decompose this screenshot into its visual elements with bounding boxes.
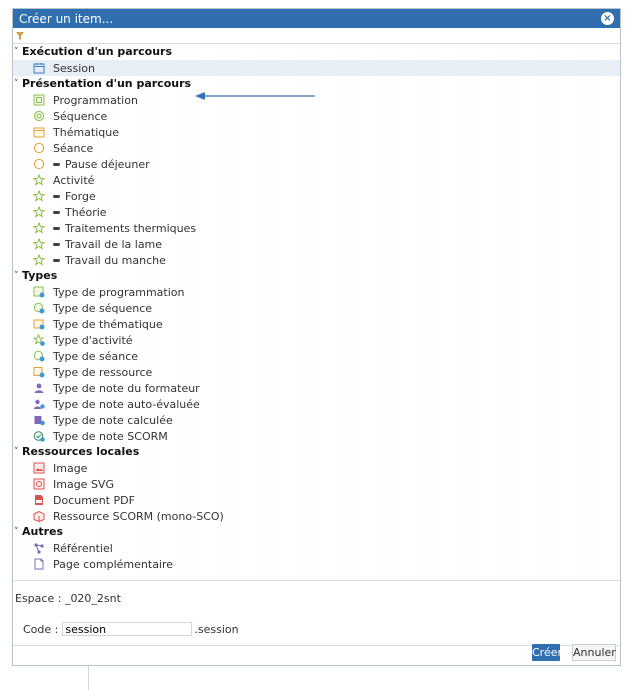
tree-item-label: Travail de la lame xyxy=(65,237,163,251)
tree-item-label: Pause déjeuner xyxy=(65,157,150,171)
programmation-icon xyxy=(33,94,45,106)
code-suffix: .session xyxy=(194,622,239,636)
filter-row xyxy=(13,28,620,44)
tree-item[interactable] xyxy=(13,396,620,412)
type-thematique-icon xyxy=(33,318,45,330)
dialog-title: Créer un item... xyxy=(19,11,114,26)
type-programmation-icon xyxy=(33,286,45,298)
group-label: Ressources locales xyxy=(22,445,140,458)
espace-row xyxy=(15,592,121,605)
bullet-icon xyxy=(53,163,60,166)
tree-item[interactable] xyxy=(13,460,620,476)
type-sequence-icon xyxy=(33,302,45,314)
filter-input[interactable] xyxy=(25,30,587,42)
tree-item-label: Programmation xyxy=(53,93,138,107)
tree-item-label: Session xyxy=(53,61,95,75)
tree-item[interactable] xyxy=(13,124,620,140)
filter-icon xyxy=(15,31,25,41)
separator xyxy=(13,645,620,646)
tree-item[interactable] xyxy=(13,556,620,572)
tree-item[interactable] xyxy=(13,364,620,380)
tree-item[interactable] xyxy=(13,156,620,172)
chevron-down-icon[interactable]: ˅ xyxy=(14,447,19,457)
tree-item-label: Thématique xyxy=(53,125,120,139)
tree-item-label: Document PDF xyxy=(53,493,135,507)
close-icon[interactable]: × xyxy=(601,12,614,25)
thematique-icon xyxy=(33,126,45,138)
tree-item-label: Page complémentaire xyxy=(53,557,174,571)
chevron-down-icon[interactable]: ˅ xyxy=(14,47,19,57)
code-row xyxy=(23,622,239,636)
espace-value: _020_2snt xyxy=(64,592,121,605)
activity-icon xyxy=(33,190,45,202)
tree-item-label: Type de note SCORM xyxy=(53,429,168,443)
cancel-button[interactable]: Annuler xyxy=(573,646,616,659)
tree-item-label: Ressource SCORM (mono-SCO) xyxy=(53,509,224,523)
tree-item-label: Image xyxy=(53,461,88,475)
create-item-dialog xyxy=(12,8,621,666)
tree-item-label: Forge xyxy=(65,189,96,203)
activity-icon xyxy=(33,238,45,250)
tree-item[interactable] xyxy=(13,380,620,396)
tree-item-label: Image SVG xyxy=(53,477,114,491)
tree-item[interactable] xyxy=(13,172,620,188)
sequence-icon xyxy=(33,110,45,122)
espace-label: Espace : xyxy=(15,592,62,605)
group-label: Présentation d'un parcours xyxy=(22,77,192,90)
tree-item[interactable] xyxy=(13,284,620,300)
chevron-down-icon[interactable]: ˅ xyxy=(14,527,19,537)
tree-item-label: Activité xyxy=(53,173,95,187)
page-icon xyxy=(33,558,45,570)
group-label: Autres xyxy=(22,525,64,538)
group-header[interactable] xyxy=(13,44,620,60)
tree-item-label: Type de séance xyxy=(53,349,139,363)
tree-item[interactable] xyxy=(13,332,620,348)
tree-item-label: Travail du manche xyxy=(65,253,166,267)
background-divider xyxy=(88,666,89,690)
code-input[interactable] xyxy=(62,622,192,636)
tree-item-label: Séquence xyxy=(53,109,108,123)
seance-icon xyxy=(33,142,45,154)
group-header[interactable] xyxy=(13,268,620,284)
calendar-icon xyxy=(33,62,45,74)
type-note-calculee-icon xyxy=(33,414,45,426)
tree-item-label: Référentiel xyxy=(53,541,113,555)
tree-item[interactable] xyxy=(13,236,620,252)
tree-item[interactable] xyxy=(13,252,620,268)
activity-icon xyxy=(33,222,45,234)
group-header[interactable] xyxy=(13,444,620,460)
type-note-scorm-icon xyxy=(33,430,45,442)
pdf-icon xyxy=(33,494,45,506)
bullet-icon xyxy=(53,243,60,246)
tree-item[interactable] xyxy=(13,540,620,556)
tree-item[interactable] xyxy=(13,108,620,124)
code-label: Code : xyxy=(23,622,59,636)
tree-item[interactable] xyxy=(13,92,620,108)
type-note-auto-icon xyxy=(33,398,45,410)
tree-item-label: Théorie xyxy=(65,205,107,219)
tree-item-label: Séance xyxy=(53,141,94,155)
bullet-icon xyxy=(53,195,60,198)
tree-item-label: Type de thématique xyxy=(53,317,163,331)
image-icon xyxy=(33,462,45,474)
tree-item[interactable] xyxy=(13,492,620,508)
tree-item[interactable] xyxy=(13,220,620,236)
tree-item[interactable] xyxy=(13,428,620,444)
type-seance-icon xyxy=(33,350,45,362)
bullet-icon xyxy=(53,211,60,214)
tree-item-label: Type de note calculée xyxy=(53,413,173,427)
item-tree xyxy=(13,44,620,580)
type-ressource-icon xyxy=(33,366,45,378)
separator xyxy=(13,580,620,581)
type-activity-icon xyxy=(33,334,45,346)
bullet-icon xyxy=(53,259,60,262)
group-header[interactable] xyxy=(13,524,620,540)
tree-item-label: Type d'activité xyxy=(53,333,133,347)
tree-item[interactable] xyxy=(13,60,620,76)
tree-item-label: Type de ressource xyxy=(53,365,153,379)
tree-item[interactable] xyxy=(13,188,620,204)
group-label: Exécution d'un parcours xyxy=(22,45,173,58)
image-svg-icon xyxy=(33,478,45,490)
tree-item[interactable] xyxy=(13,508,620,524)
tree-item[interactable] xyxy=(13,140,620,156)
seance-icon xyxy=(33,158,45,170)
scorm-icon xyxy=(33,510,45,522)
chevron-down-icon[interactable]: ˅ xyxy=(14,79,19,89)
tree-item[interactable] xyxy=(13,412,620,428)
tree-item[interactable] xyxy=(13,204,620,220)
tree-item-label: Type de séquence xyxy=(53,301,153,315)
annotation-arrow xyxy=(195,91,315,101)
tree-item-label: Traitements thermiques xyxy=(65,221,197,235)
group-label: Types xyxy=(22,269,58,282)
tree-item[interactable] xyxy=(13,316,620,332)
referentiel-icon xyxy=(33,542,45,554)
chevron-down-icon[interactable]: ˅ xyxy=(14,271,19,281)
activity-icon xyxy=(33,206,45,218)
bullet-icon xyxy=(53,227,60,230)
tree-item[interactable] xyxy=(13,300,620,316)
tree-item-label: Type de note du formateur xyxy=(53,381,200,395)
type-note-formateur-icon xyxy=(33,382,45,394)
tree-item[interactable] xyxy=(13,476,620,492)
group-header[interactable] xyxy=(13,76,620,92)
tree-item-label: Type de programmation xyxy=(53,285,185,299)
dialog-titlebar xyxy=(13,9,620,28)
tree-item-label: Type de note auto-évaluée xyxy=(53,397,200,411)
create-button[interactable]: Créer xyxy=(532,646,563,659)
activity-icon xyxy=(33,174,45,186)
activity-icon xyxy=(33,254,45,266)
tree-item[interactable] xyxy=(13,348,620,364)
